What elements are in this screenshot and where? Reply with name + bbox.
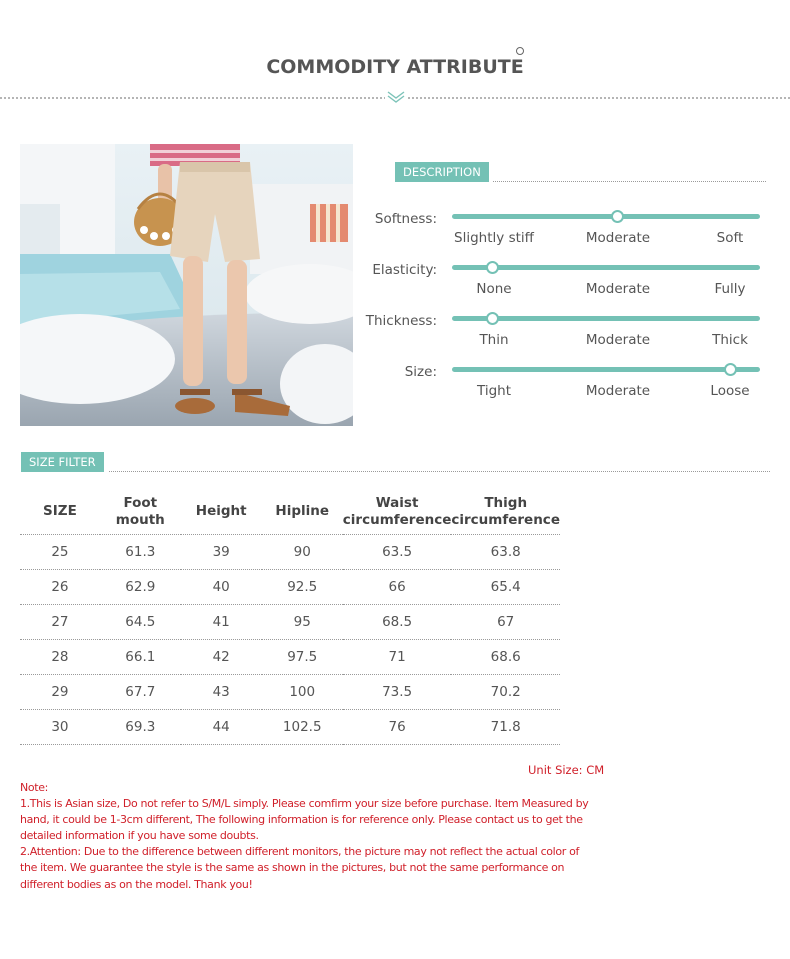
notes-line: detailed information if you have some doubts. xyxy=(20,829,259,843)
table-cell: 63.5 xyxy=(382,543,413,560)
size-scale xyxy=(452,367,760,372)
table-cell: 69.3 xyxy=(125,718,156,735)
description-divider xyxy=(493,181,766,182)
table-cell: 40 xyxy=(212,578,230,595)
table-cell: 62.9 xyxy=(125,578,156,595)
softness-label: Softness: xyxy=(374,211,437,227)
table-cell: 28 xyxy=(51,648,69,665)
table-cell: 25 xyxy=(51,543,69,560)
unit-size-note: Unit Size: CM xyxy=(528,763,605,777)
table-cell: 39 xyxy=(212,543,230,560)
softness-option: Slightly stiff xyxy=(454,230,534,246)
double-chevron-down-icon xyxy=(385,89,407,105)
table-cell: 71.8 xyxy=(490,718,521,735)
table-cell: 61.3 xyxy=(125,543,156,560)
size-filter-tab: SIZE FILTER xyxy=(21,452,104,472)
notes-line: the item. We guarantee the style is the same as shown in the pictures, but not the same performance on xyxy=(20,861,565,875)
thickness-marker xyxy=(486,312,499,325)
table-cell: 41 xyxy=(212,613,230,630)
table-cell: 67 xyxy=(497,613,515,630)
table-row xyxy=(20,569,560,604)
table-cell: 66.1 xyxy=(125,648,156,665)
table-row xyxy=(20,534,560,569)
table-cell: 70.2 xyxy=(490,683,521,700)
notes-line: different bodies as on the model. Thank you! xyxy=(20,877,253,891)
column-header: Foot mouth xyxy=(115,494,165,528)
table-row xyxy=(20,639,560,674)
table-cell: 29 xyxy=(51,683,69,700)
table-cell: 43 xyxy=(212,683,230,700)
size-table xyxy=(20,490,560,745)
table-cell: 76 xyxy=(388,718,406,735)
page-title: COMMODITY ATTRIBUTE xyxy=(266,56,524,78)
size-option: Moderate xyxy=(585,383,651,399)
softness-scale xyxy=(452,214,760,219)
table-row xyxy=(20,709,560,744)
table-header-row xyxy=(20,490,560,534)
table-cell: 30 xyxy=(51,718,69,735)
table-cell: 102.5 xyxy=(282,718,322,735)
table-cell: 42 xyxy=(212,648,230,665)
column-header: SIZE xyxy=(43,503,77,520)
elasticity-marker xyxy=(486,261,499,274)
thickness-option: Thin xyxy=(479,332,509,348)
table-row xyxy=(20,604,560,639)
notes-block xyxy=(20,780,610,893)
product-photo xyxy=(20,144,353,426)
column-header: Waist circumference xyxy=(342,494,452,528)
degree-ring-icon xyxy=(516,47,524,55)
table-cell: 90 xyxy=(293,543,311,560)
size-marker xyxy=(724,363,737,376)
table-cell: 92.5 xyxy=(287,578,318,595)
size-filter-divider xyxy=(109,471,770,472)
table-cell: 27 xyxy=(51,613,69,630)
table-cell: 65.4 xyxy=(490,578,521,595)
elasticity-option: None xyxy=(476,281,512,297)
table-cell: 73.5 xyxy=(382,683,413,700)
table-cell: 67.7 xyxy=(125,683,156,700)
softness-option: Moderate xyxy=(585,230,651,246)
notes-line: 1.This is Asian size, Do not refer to S/M/L simply. Please comfirm your size before purchase. Item Measured by xyxy=(20,797,589,811)
size-option: Loose xyxy=(710,383,750,399)
notes-line: hand, it could be 1-3cm different, The following information is for reference only. Please contact us to get the xyxy=(20,813,583,827)
size-option: Tight xyxy=(476,383,511,399)
table-cell: 100 xyxy=(289,683,316,700)
table-cell: 44 xyxy=(212,718,230,735)
column-header: Hipline xyxy=(275,503,330,520)
size-label: Size: xyxy=(404,364,437,380)
table-cell: 68.6 xyxy=(490,648,521,665)
thickness-option: Moderate xyxy=(585,332,651,348)
table-cell: 63.8 xyxy=(490,543,521,560)
elasticity-option: Moderate xyxy=(585,281,651,297)
elasticity-label: Elasticity: xyxy=(372,262,437,278)
softness-option: Soft xyxy=(716,230,744,246)
column-header: Height xyxy=(195,503,247,520)
table-cell: 95 xyxy=(293,613,311,630)
table-cell: 68.5 xyxy=(382,613,413,630)
table-cell: 64.5 xyxy=(125,613,156,630)
softness-marker xyxy=(611,210,624,223)
notes-line: 2.Attention: Due to the difference between different monitors, the picture may not reflect the actual color of xyxy=(20,845,579,859)
notes-heading: Note: xyxy=(20,781,48,794)
table-row xyxy=(20,674,560,709)
table-cell: 66 xyxy=(388,578,406,595)
elasticity-option: Fully xyxy=(714,281,746,297)
table-cell: 97.5 xyxy=(287,648,318,665)
description-tab: DESCRIPTION xyxy=(395,162,489,182)
table-cell: 71 xyxy=(388,648,406,665)
table-cell: 26 xyxy=(51,578,69,595)
thickness-label: Thickness: xyxy=(365,313,437,329)
column-header: Thigh circumference xyxy=(451,494,560,528)
thickness-option: Thick xyxy=(712,332,748,348)
